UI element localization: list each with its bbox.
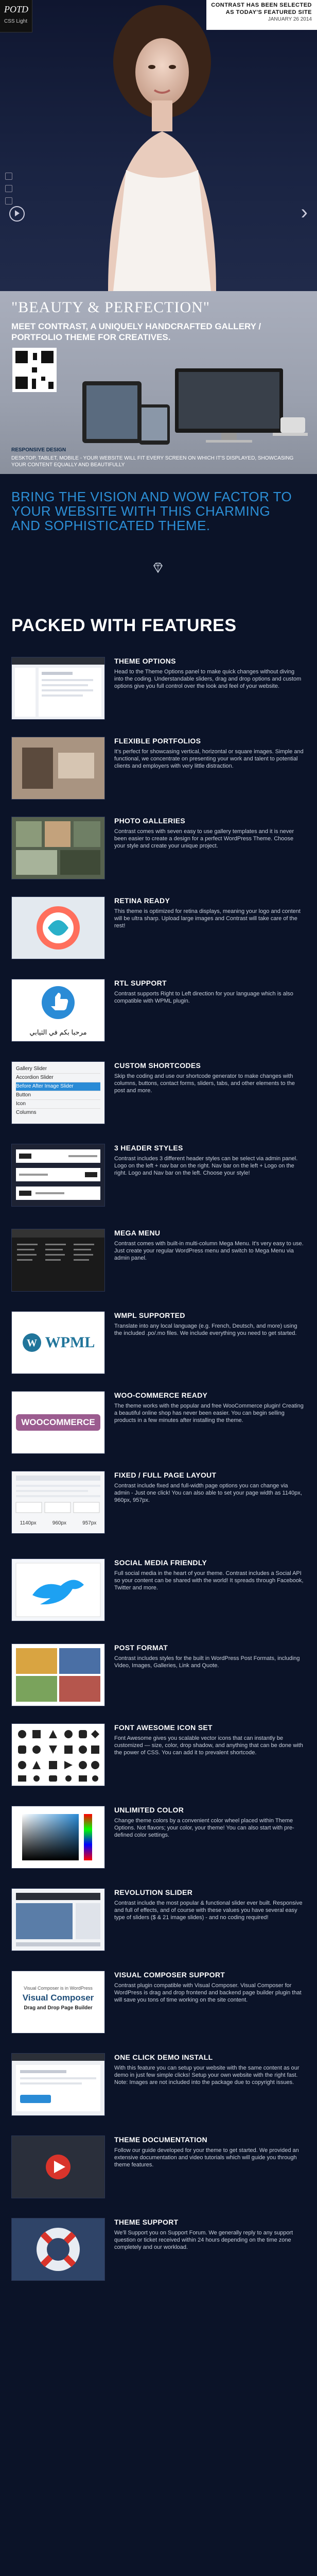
potd-award-badge [0,0,32,32]
feature-title: WMPL SUPPORTED [114,1311,185,1319]
feature-description: Contrast include fixed and full-width page options you can change via admin - Just one click! You can also able to set your page width as 1140px, 960px, 957px. [114,1483,302,1503]
tagline-band [0,291,317,474]
meet-contrast-heading: MEET CONTRAST, A UNIQUELY HANDCRAFTED GALLERY / PORTFOLIO THEME FOR CREATIVES. [11,321,261,342]
feature-description: With this feature you can setup your website with the same content as our demo in just few simple clicks! Setup your own website with the right fast. Note: Images are not included into the package due to copyright issues. [114,2065,300,2086]
shortcode-menu-item[interactable]: Button [16,1091,100,1100]
featured-line-2: AS TODAY'S FEATURED SITE [225,9,312,15]
responsive-devices-image [77,368,309,446]
layout-width-option[interactable]: 1140px [20,1520,37,1526]
shortcode-menu-item[interactable]: Accordion Slider [16,1074,100,1082]
layout-width-option[interactable]: 960px [52,1520,67,1526]
feature-title: RTL SUPPORT [114,979,167,987]
portfolio-screenshot [11,737,105,800]
intro-section [0,474,317,598]
feature-title: CUSTOM SHORTCODES [114,1061,201,1070]
rtl-screenshot [11,979,105,1042]
lifebuoy-icon [12,2218,104,2280]
post-format-screenshot [11,1643,105,1706]
feature-title: THEME DOCUMENTATION [114,2136,207,2144]
featured-site-badge [206,0,317,30]
header-styles-screenshot [11,1144,105,1207]
woo-label: WOOCOMMERCE [16,1414,100,1431]
hero-model-image [77,0,247,291]
visual-composer-logo [11,1971,105,2033]
documentation-video [11,2136,105,2198]
gallery-screenshot [11,817,105,879]
feature-description: Contrast plugin compatible with Visual Composer. Visual Composer for WordPress is drag and drop frontend and backend page builder plugin that will save you tons of time working on the site content. [114,1982,302,2003]
feature-title: POST FORMAT [114,1643,168,1652]
feature-title: MEGA MENU [114,1229,161,1237]
feature-title: WOO-COMMERCE READY [114,1391,208,1399]
shortcode-menu-item[interactable]: Columns [16,1110,37,1115]
feature-description: Change theme colors by a convenient color wheel placed within Theme Options. Not flavors; your color, your theme! You can also start with pre-defined color settings. [114,1818,294,1838]
feature-title: FIXED / FULL PAGE LAYOUT [114,1471,217,1479]
font-awesome-icons [11,1723,105,1786]
vc-top-text: Visual Composer is in WordPress [24,1986,93,1991]
feature-description: Contrast comes with built-in multi-column Mega Menu. It's very easy to use. Just create your regular WordPress menu and switch to Mega Menu via admin panel. [114,1241,304,1261]
vc-subtitle: Drag and Drop Page Builder [24,2005,93,2011]
hero-side-nav [5,173,12,205]
feature-title: 3 HEADER STYLES [114,1144,183,1152]
intro-statement: BRING THE VISION AND WOW FACTOR TO YOUR WEBSITE WITH THIS CHARMING AND SOPHISTICATED THEME. [11,489,292,533]
feature-title: ONE CLICK DEMO INSTALL [114,2053,213,2061]
revolution-slider-screenshot [11,1888,105,1951]
feature-description: Contrast supports Right to Left direction for your language which is also compatible with WPML plugin. [114,991,293,1004]
color-picker-screenshot [11,1806,105,1869]
responsive-description: DESKTOP, TABLET, MOBILE - YOUR WEBSITE WILL FIT EVERY SCREEN ON WHICH IT'S DISPLAYED, SHOWCASING YOUR CONTENT EQUALLY AND BEAUTIFULLY [11,455,294,468]
potd-subtitle: CSS Light [4,19,28,24]
theme-options-screenshot [11,657,105,720]
feature-title: FONT AWESOME ICON SET [114,1723,213,1732]
feature-title: VISUAL COMPOSER SUPPORT [114,1971,225,1979]
feature-description: Follow our guide developed for your theme to get started. We provided an extensive documentation and video tutorials which will guide you through theme features. [114,2147,299,2168]
rtl-sample-text: مرحبا بكم في الثيابي [29,1028,87,1036]
feature-description: Contrast include the most popular & functional slider ever built. Responsive and full of effects, and of course with these values you have several easy type of sliders ($ & 21 image slides) - and no coding required! [114,1900,303,1921]
play-icon[interactable] [9,206,25,222]
demo-install-screenshot [11,2053,105,2116]
feature-description: Full social media in the heart of your theme. Contrast includes a Social API so your content can be shared with the world! It spreads through Facebook, Twitter and more. [114,1570,304,1591]
feature-title: PHOTO GALLERIES [114,817,186,825]
beauty-quote: "BEAUTY & PERFECTION" [11,299,210,316]
responsive-label: RESPONSIVE DESIGN [11,447,66,453]
feature-title: THEME OPTIONS [114,657,176,665]
feature-title: FLEXIBLE PORTFOLIOS [114,737,201,745]
feature-description: Head to the Theme Options panel to make quick changes without diving into the coding. Understandable sliders, drag and drop options and custom options give you full control over the look and feel of your website. [114,669,302,689]
nav-square-icon[interactable] [5,185,12,192]
retina-screenshot [11,896,105,959]
woocommerce-logo [11,1391,105,1454]
diamond-icon [152,562,164,574]
feature-description: This theme is optimized for retina displays, meaning your logo and content will be ultra sharp. Upload large images and Contrast will take care of the rest! [114,908,301,929]
wordpress-icon [22,1332,42,1353]
mega-menu-screenshot [11,1229,105,1292]
shortcode-menu-item[interactable]: Before After Image Slider [16,1082,100,1091]
shortcode-menu-item[interactable]: Gallery Slider [16,1065,100,1074]
nav-square-icon[interactable] [5,197,12,205]
feature-description: It's perfect for showcasing vertical, horizontal or square images. Simple and functional, we concentrate on presenting your work and talent to potential clients and employers with very little distraction. [114,749,304,769]
feature-title: SOCIAL MEDIA FRIENDLY [114,1558,207,1567]
potd-title: POTD [4,4,29,14]
feature-title: REVOLUTION SLIDER [114,1888,193,1896]
wpml-logo [11,1311,105,1374]
shortcode-menu-item[interactable]: Icon [16,1100,100,1109]
svg-text:W: W [26,1337,37,1349]
layout-screenshot [11,1471,105,1534]
feature-title: UNLIMITED COLOR [114,1806,184,1814]
feature-title: RETINA READY [114,896,170,905]
support-icon-panel [11,2218,105,2281]
feature-description: Skip the coding and use our shortcode generator to make changes with columns, buttons, contact forms, sliders, tabs, and other elements to the post and more. [114,1073,295,1094]
nav-square-icon[interactable] [5,173,12,180]
feature-description: Font Awesome gives you scalable vector icons that can instantly be customized — size, color, drop shadow, and anything that can be done with the power of CSS. You can add it to prevalent shortcode. [114,1735,303,1756]
chevron-right-icon[interactable]: › [301,201,308,224]
feature-description: The theme works with the popular and free WooCommerce plugin! Creating a beautiful online shop has never been easier. You can begin selling products in a few minutes after installing the theme. [114,1403,304,1423]
layout-width-option[interactable]: 957px [82,1520,97,1526]
feature-description: Translate into any local language (e.g. French, Deutsch, and more) using the included .po/.mo files. We include everything you need to get started. [114,1323,297,1336]
feature-description: Contrast includes 3 different header styles can be select via admin panel. Logo on the left + nav bar on the right. Nav bar on the left + Logo on the right. Logo and Nav bar on the left. Choose your style! [114,1156,298,1176]
feature-description: We'll Support you on Support Forum. We generally reply to any support question or ticket received within 24 hours depending on the time zone completely and our workload. [114,2230,293,2250]
vc-title: Visual Composer [22,1993,94,2003]
feature-title: THEME SUPPORT [114,2218,179,2226]
featured-date: JANUARY 26 2014 [268,16,312,22]
qr-code-icon [12,348,57,392]
packed-features-heading: PACKED WITH FEATURES [11,616,237,635]
shortcodes-screenshot [11,1061,105,1124]
featured-line-1: CONTRAST HAS BEEN SELECTED [211,2,312,8]
hero-section [0,0,317,291]
social-screenshot [11,1558,105,1621]
feature-description: Contrast includes styles for the built in WordPress Post Formats, including Video, Images, Galleries, Link and Quote. [114,1655,300,1669]
wpml-label: WPML [45,1334,95,1351]
feature-description: Contrast comes with seven easy to use gallery templates and it is never been easier to create a design for a perfect WordPress Theme. Choose your style and create your unique project. [114,828,294,849]
